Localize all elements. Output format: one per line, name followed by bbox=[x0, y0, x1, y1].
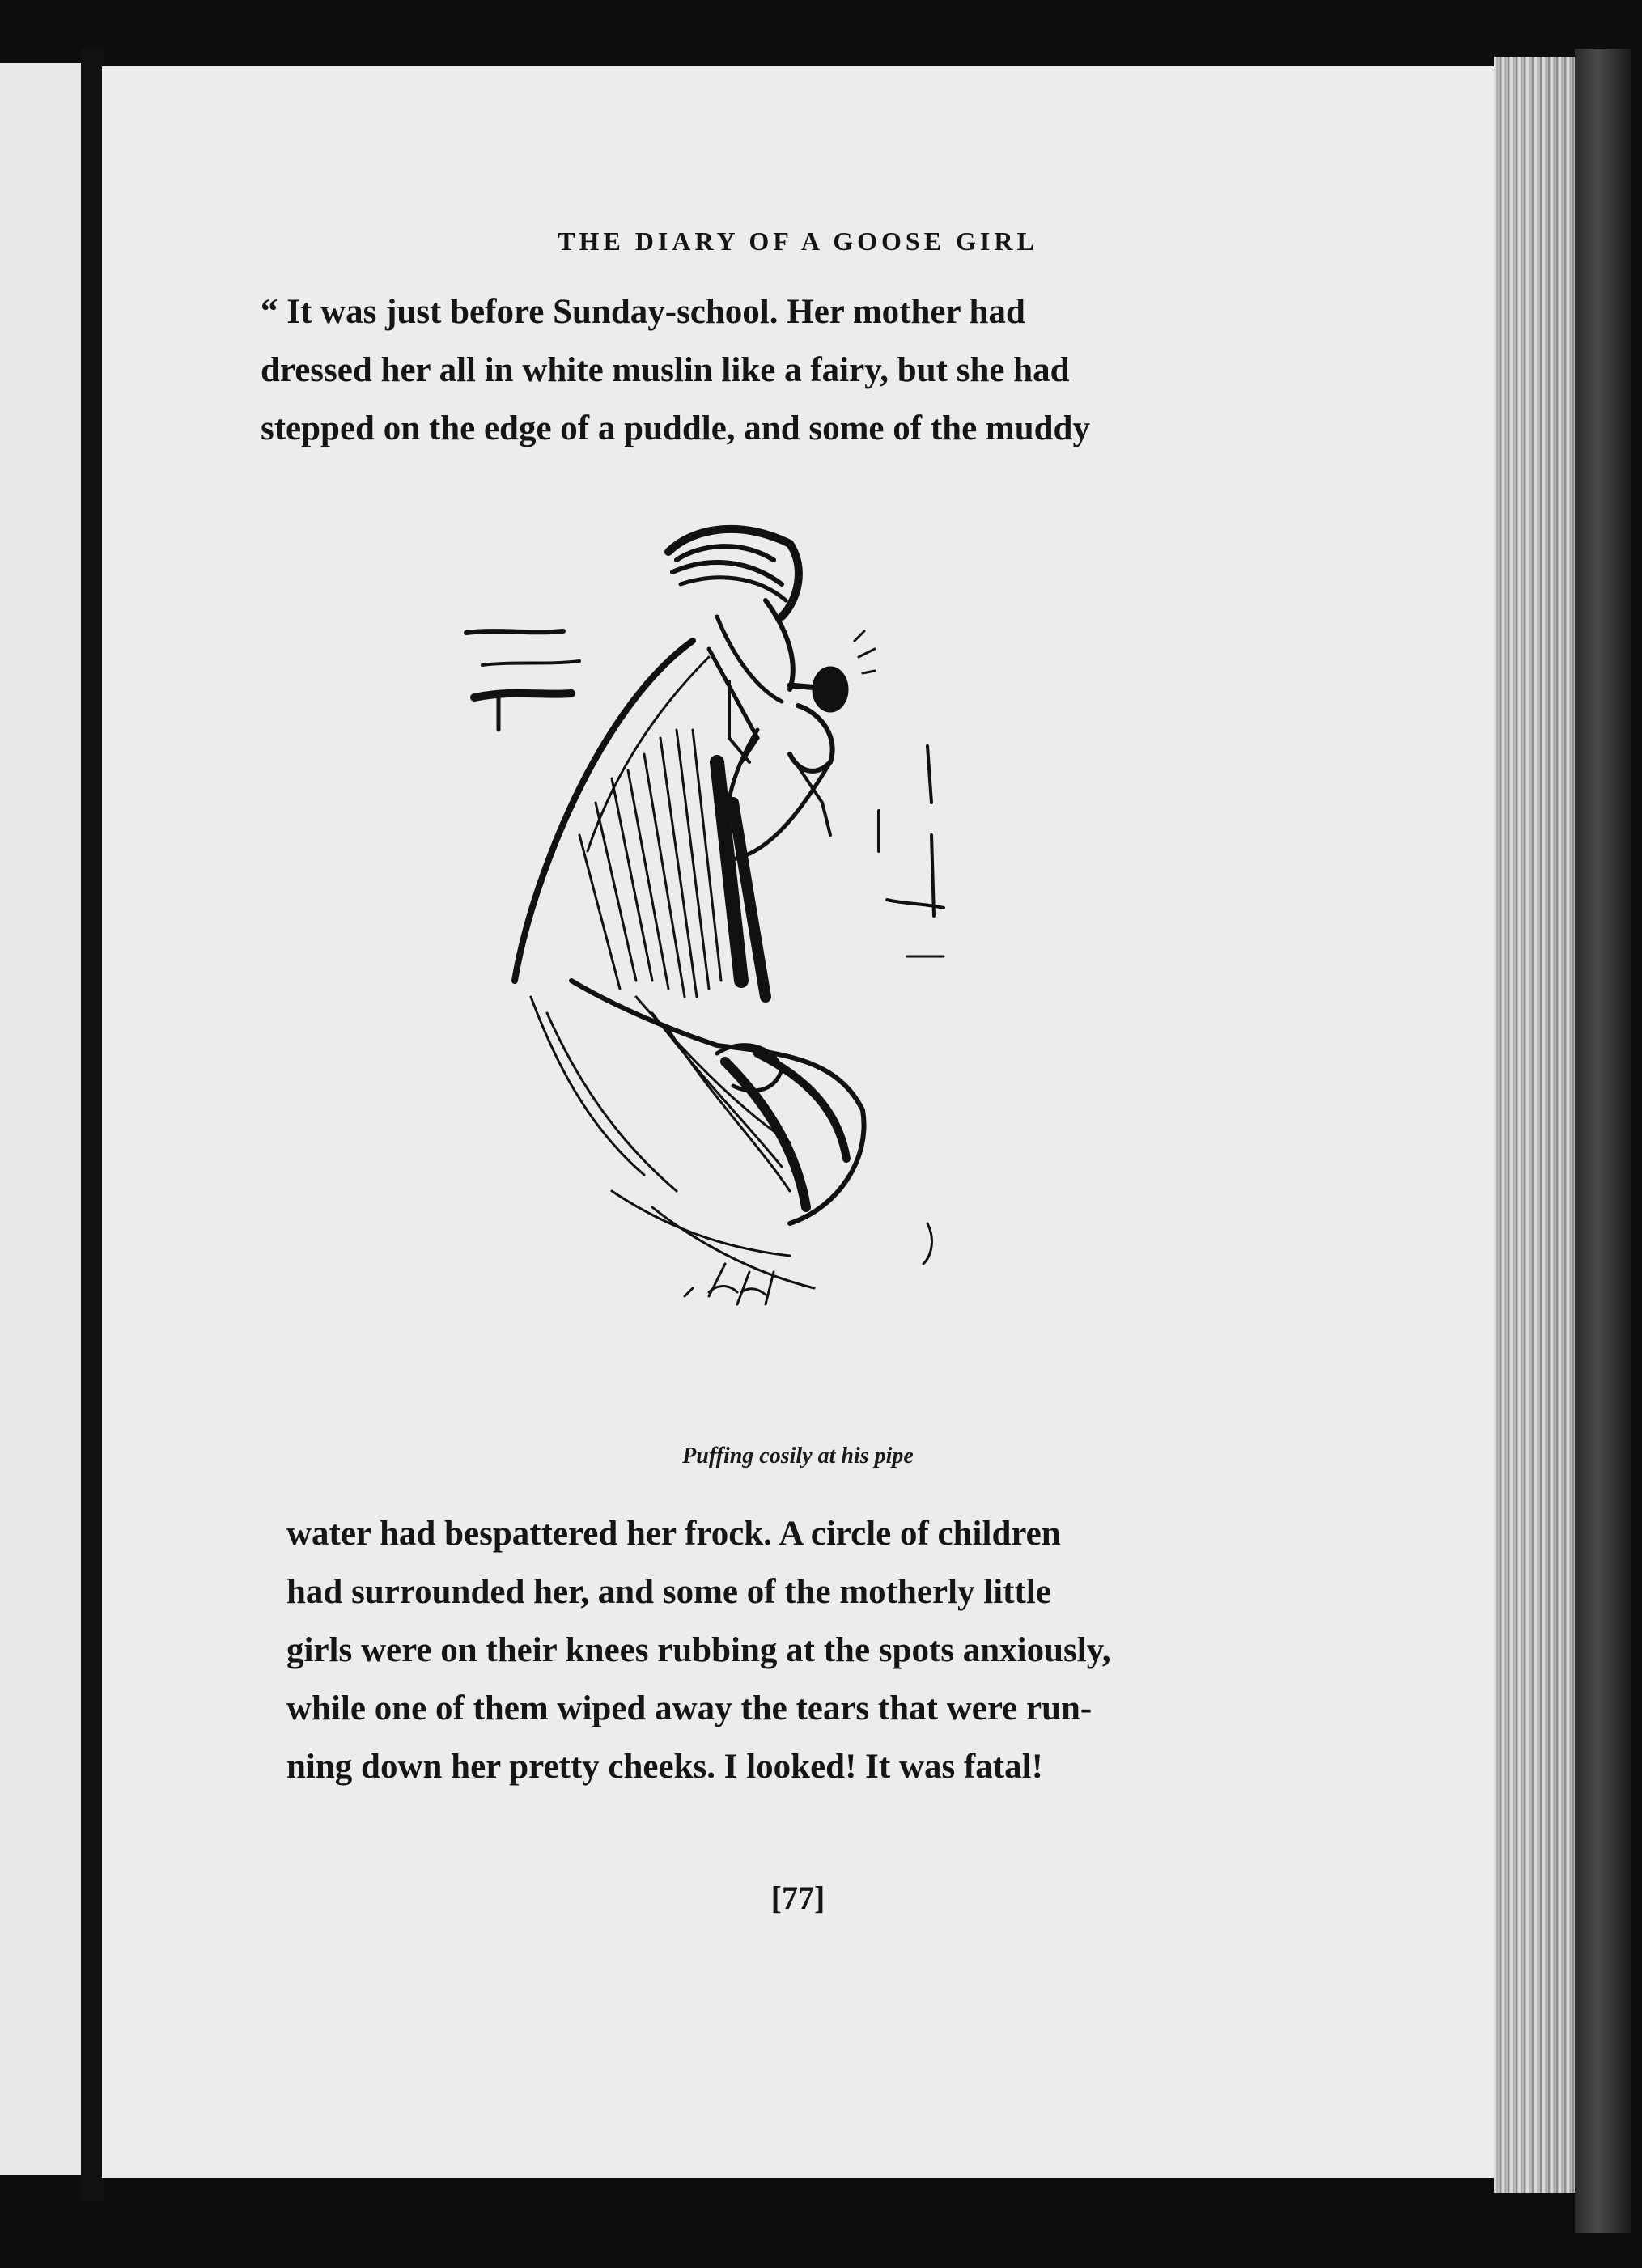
text-line: ning down her pretty cheeks. I looked! It was fatal! bbox=[286, 1748, 1043, 1786]
man-smoking-pipe-illustration bbox=[450, 495, 1146, 1499]
page-number: [77] bbox=[770, 1880, 825, 1916]
running-head: THE DIARY OF A GOOSE GIRL bbox=[558, 227, 1038, 256]
illustration-caption: Puffing cosily at his pipe bbox=[682, 1443, 914, 1469]
text-line: had surrounded her, and some of the motherly little bbox=[286, 1573, 1051, 1611]
book-page bbox=[102, 66, 1494, 2178]
facing-page-edge bbox=[0, 63, 81, 2175]
paragraph-bottom bbox=[286, 1505, 1330, 1796]
text-line: “ It was just before Sunday-school. Her mother had bbox=[261, 293, 1025, 331]
page-block-edge bbox=[1494, 57, 1575, 2193]
paragraph-top bbox=[261, 283, 1305, 458]
text-line: water had bespattered her frock. A circle of children bbox=[286, 1515, 1061, 1553]
book-gutter bbox=[81, 49, 104, 2201]
text-line: stepped on the edge of a puddle, and some of the muddy bbox=[261, 409, 1090, 447]
book-cover-edge bbox=[1575, 49, 1631, 2233]
text-line: girls were on their knees rubbing at the spots anxiously, bbox=[286, 1631, 1111, 1669]
text-line: while one of them wiped away the tears that were run- bbox=[286, 1689, 1093, 1727]
text-line: dressed her all in white muslin like a fairy, but she had bbox=[261, 351, 1070, 389]
